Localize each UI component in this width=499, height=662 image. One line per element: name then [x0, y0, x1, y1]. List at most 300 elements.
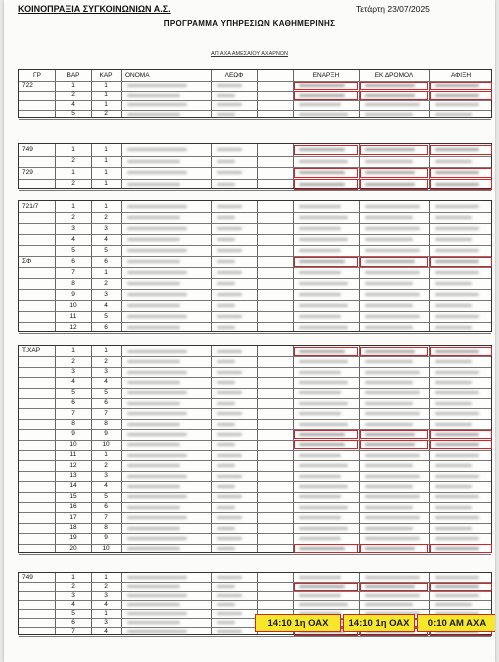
redacted-text [299, 103, 341, 106]
schedule-block [18, 200, 492, 332]
car-number: 1 [104, 91, 108, 99]
redacted-text [127, 103, 187, 106]
redacted-text [299, 94, 345, 97]
car-number: 6 [104, 503, 108, 511]
redacted-text [435, 238, 472, 241]
redacted-text [365, 381, 413, 384]
bar-number: 8 [71, 420, 75, 427]
car-number: 3 [104, 591, 108, 599]
bar-number: 7 [71, 409, 75, 417]
bar-number: 2 [71, 157, 75, 165]
redacted-text [365, 371, 420, 374]
bar-number: 15 [69, 492, 77, 500]
redacted-text [127, 612, 187, 615]
redacted-text [127, 282, 180, 285]
car-number: 5 [104, 312, 108, 320]
redacted-text [299, 160, 348, 163]
redacted-text [217, 249, 242, 252]
redacted-text [365, 148, 415, 151]
redacted-text [299, 537, 341, 540]
redacted-text [217, 160, 235, 163]
bar-number: 9 [71, 290, 75, 298]
redacted-text [299, 371, 341, 374]
column-header-gr: ΓΡ [33, 72, 41, 79]
redacted-text [217, 381, 235, 384]
bar-number: 2 [71, 582, 75, 590]
redacted-text [299, 433, 345, 436]
redacted-text [365, 585, 415, 588]
bar-number: 1 [71, 81, 75, 89]
bar-number: 6 [71, 257, 75, 265]
bar-number: 7 [71, 268, 75, 276]
redacted-text [217, 485, 235, 488]
redacted-text [127, 454, 187, 457]
redacted-text [127, 238, 180, 241]
car-number: 8 [104, 420, 108, 427]
car-number: 3 [104, 368, 108, 375]
redacted-text [127, 576, 187, 579]
redacted-text [299, 238, 348, 241]
redacted-text [299, 464, 348, 467]
redacted-text [365, 603, 413, 606]
redacted-text [217, 227, 242, 230]
redacted-text [217, 412, 242, 415]
redacted-text [127, 621, 180, 624]
redacted-text [217, 260, 235, 263]
car-number: 8 [104, 524, 108, 531]
redacted-text [365, 227, 420, 230]
redacted-text [365, 547, 415, 550]
bar-number: 10 [69, 440, 77, 448]
redacted-text [365, 84, 415, 87]
car-number: 1 [104, 100, 108, 108]
redacted-text [127, 464, 180, 467]
redacted-text [435, 464, 472, 467]
column-header-start: ΕΝΑΡΞΗ [312, 72, 340, 79]
redacted-text [127, 381, 180, 384]
bar-number: 5 [71, 609, 75, 617]
group-label: 749 [22, 573, 33, 581]
redacted-text [365, 475, 420, 478]
redacted-text [217, 350, 242, 353]
redacted-text [299, 205, 341, 208]
redacted-text [299, 249, 341, 252]
redacted-text [299, 454, 341, 457]
group-label: 729 [22, 168, 33, 176]
redacted-text [127, 160, 180, 163]
redacted-text [217, 475, 242, 478]
redacted-text [435, 84, 479, 87]
redacted-text [217, 495, 242, 498]
redacted-text [127, 350, 187, 353]
redacted-text [435, 271, 479, 274]
car-number: 5 [104, 388, 108, 396]
redacted-text [127, 148, 187, 151]
redacted-text [217, 621, 235, 624]
bar-number: 6 [71, 399, 75, 407]
redacted-text [217, 443, 235, 446]
redacted-text [299, 506, 348, 509]
schedule-block [18, 69, 492, 118]
bar-number: 14 [69, 482, 77, 490]
redacted-text [365, 260, 415, 263]
bar-number: 4 [71, 100, 75, 108]
redacted-text [217, 603, 235, 606]
redacted-text [127, 402, 180, 405]
redacted-text [435, 475, 479, 478]
redacted-text [127, 547, 180, 550]
group-label: 721/7 [22, 202, 39, 210]
redacted-text [435, 371, 479, 374]
redacted-text [435, 216, 472, 219]
redacted-text [127, 485, 180, 488]
redacted-text [435, 506, 472, 509]
bar-number: 3 [71, 368, 75, 375]
redacted-text [127, 84, 187, 87]
bar-number: 1 [71, 145, 75, 153]
car-number: 1 [104, 347, 108, 355]
car-number: 4 [104, 235, 108, 243]
redacted-text [127, 326, 180, 329]
redacted-text [299, 547, 345, 550]
redacted-text [299, 293, 341, 296]
redacted-text [217, 271, 242, 274]
group-label: 722 [22, 81, 33, 89]
redacted-text [217, 516, 242, 519]
bar-number: 2 [71, 357, 75, 365]
redacted-text [217, 304, 235, 307]
redacted-text [365, 423, 413, 426]
redacted-text [365, 103, 420, 106]
car-number: 4 [104, 600, 108, 608]
redacted-text [365, 282, 413, 285]
car-number: 5 [104, 246, 108, 254]
redacted-text [299, 402, 348, 405]
bar-number: 4 [71, 600, 75, 608]
redacted-text [299, 585, 345, 588]
car-number: 2 [104, 582, 108, 590]
redacted-text [299, 475, 341, 478]
redacted-text [299, 113, 348, 116]
redacted-text [127, 113, 180, 116]
redacted-text [127, 475, 187, 478]
bar-number: 8 [71, 279, 75, 287]
column-header-road: ΕΚ ΔΡΟΜΟΛ [374, 72, 414, 79]
redacted-text [299, 183, 345, 186]
bar-number: 1 [71, 202, 75, 210]
redacted-text [127, 443, 180, 446]
bar-number: 3 [71, 591, 75, 599]
car-number: 1 [104, 145, 108, 153]
redacted-text [435, 485, 472, 488]
redacted-text [365, 454, 420, 457]
document-subtitle: ΑΠ ΑΧΑ ΑΜΕΣΑΙΟΥ ΑΧΑΡΝΩΝ [211, 51, 288, 57]
redacted-text [127, 260, 180, 263]
redacted-text [217, 183, 235, 186]
car-number: 1 [104, 609, 108, 617]
redacted-text [299, 260, 345, 263]
redacted-text [435, 433, 479, 436]
document-page [4, 0, 495, 662]
bar-number: 2 [71, 91, 75, 99]
redacted-text [217, 326, 235, 329]
redacted-text [217, 594, 242, 597]
car-number: 3 [104, 472, 108, 479]
car-number: 1 [104, 202, 108, 210]
bar-number: 1 [71, 573, 75, 581]
redacted-text [435, 282, 472, 285]
redacted-text [435, 454, 479, 457]
redacted-text [365, 412, 420, 415]
car-number: 9 [104, 430, 108, 438]
redacted-text [127, 171, 187, 174]
highlight-arrival-time: 0:10 ΑΜ ΑΧΑ [417, 614, 495, 632]
date-line: Τετάρτη 23/07/2025 [356, 4, 430, 14]
redacted-text [435, 171, 479, 174]
redacted-text [365, 271, 420, 274]
bar-number: 16 [69, 503, 77, 511]
car-number: 3 [104, 618, 108, 626]
redacted-text [365, 249, 420, 252]
redacted-text [217, 216, 235, 219]
car-number: 6 [104, 257, 108, 265]
redacted-text [365, 350, 415, 353]
redacted-text [435, 205, 479, 208]
car-number: 4 [104, 482, 108, 490]
car-number: 3 [104, 290, 108, 298]
redacted-text [299, 282, 348, 285]
redacted-text [435, 326, 472, 329]
redacted-text [217, 423, 235, 426]
redacted-text [299, 485, 348, 488]
redacted-text [365, 171, 415, 174]
redacted-text [127, 412, 187, 415]
redacted-text [435, 495, 479, 498]
bar-number: 3 [71, 224, 75, 232]
car-number: 2 [104, 357, 108, 365]
car-number: 3 [104, 224, 108, 232]
redacted-text [217, 391, 242, 394]
redacted-text [299, 326, 348, 329]
redacted-text [435, 103, 479, 106]
car-number: 7 [104, 409, 108, 417]
redacted-text [299, 350, 345, 353]
redacted-text [435, 381, 472, 384]
bar-number: 12 [69, 461, 77, 469]
redacted-text [435, 315, 479, 318]
redacted-text [127, 249, 187, 252]
bar-number: 5 [71, 110, 75, 118]
redacted-text [299, 391, 341, 394]
redacted-text [435, 350, 479, 353]
car-number: 1 [104, 451, 108, 459]
redacted-text [365, 506, 413, 509]
car-number: 9 [104, 534, 108, 542]
redacted-text [365, 516, 420, 519]
redacted-text [299, 443, 345, 446]
car-number: 1 [104, 268, 108, 276]
redacted-text [127, 585, 180, 588]
redacted-text [365, 315, 420, 318]
column-header-leoph: ΛΕΩΦ [224, 72, 244, 79]
redacted-text [127, 94, 180, 97]
bar-number: 6 [71, 618, 75, 626]
bar-number: 9 [71, 430, 75, 438]
bar-number: 7 [71, 627, 75, 635]
car-number: 2 [104, 110, 108, 118]
redacted-text [365, 113, 413, 116]
redacted-text [217, 171, 242, 174]
car-number: 5 [104, 492, 108, 500]
schedule-block [18, 345, 492, 553]
redacted-text [435, 249, 479, 252]
redacted-text [217, 94, 235, 97]
redacted-text [299, 594, 341, 597]
redacted-text [217, 293, 242, 296]
highlight-start-time: 14:10 1η ΟΑΧ [255, 614, 341, 632]
redacted-text [217, 315, 242, 318]
highlight-road-time: 14:10 1η ΟΑΧ [343, 614, 415, 632]
car-number: 6 [104, 323, 108, 331]
redacted-text [435, 360, 472, 363]
redacted-text [217, 360, 235, 363]
redacted-text [435, 391, 479, 394]
group-label: Τ.ΧΑΡ [22, 347, 41, 355]
redacted-text [365, 304, 413, 307]
redacted-text [217, 402, 235, 405]
redacted-text [217, 205, 242, 208]
bar-number: 10 [69, 301, 77, 309]
car-number: 2 [104, 213, 108, 221]
redacted-text [127, 423, 180, 426]
redacted-text [127, 516, 187, 519]
redacted-text [217, 576, 242, 579]
car-number: 1 [104, 573, 108, 581]
redacted-text [299, 576, 341, 579]
redacted-text [435, 148, 479, 151]
redacted-text [435, 585, 479, 588]
bar-number: 18 [69, 524, 77, 531]
redacted-text [217, 537, 242, 540]
car-number: 4 [104, 627, 108, 635]
redacted-text [217, 612, 242, 615]
redacted-text [217, 527, 235, 530]
redacted-text [299, 315, 341, 318]
redacted-text [299, 381, 348, 384]
redacted-text [299, 148, 345, 151]
redacted-text [365, 495, 420, 498]
redacted-text [217, 433, 242, 436]
car-number: 1 [104, 168, 108, 176]
redacted-text [299, 227, 341, 230]
redacted-text [365, 464, 413, 467]
car-number: 6 [104, 399, 108, 407]
column-header-kar: ΚΑΡ [99, 72, 113, 79]
bar-number: 11 [69, 451, 77, 459]
redacted-text [217, 585, 235, 588]
redacted-text [217, 103, 242, 106]
redacted-text [435, 293, 479, 296]
redacted-text [365, 160, 413, 163]
redacted-text [217, 84, 242, 87]
redacted-text [299, 423, 348, 426]
redacted-text [365, 443, 415, 446]
redacted-text [365, 94, 415, 97]
redacted-text [365, 433, 415, 436]
bar-number: 2 [71, 213, 75, 221]
redacted-text [435, 113, 472, 116]
redacted-text [217, 113, 235, 116]
car-number: 4 [104, 378, 108, 386]
car-number: 1 [104, 81, 108, 89]
redacted-text [365, 183, 415, 186]
redacted-text [299, 84, 345, 87]
redacted-text [365, 205, 420, 208]
redacted-text [217, 238, 235, 241]
redacted-text [299, 603, 348, 606]
car-number: 10 [102, 544, 110, 552]
redacted-text [435, 160, 472, 163]
redacted-text [435, 594, 479, 597]
redacted-text [365, 537, 420, 540]
redacted-text [299, 360, 348, 363]
redacted-text [299, 495, 341, 498]
schedule-block [18, 143, 492, 189]
bar-number: 5 [71, 246, 75, 254]
redacted-text [435, 423, 472, 426]
bar-number: 20 [69, 544, 77, 552]
column-header-name: ΟΝΟΜΑ [125, 72, 150, 79]
redacted-text [435, 304, 472, 307]
redacted-text [365, 360, 413, 363]
bar-number: 13 [69, 472, 77, 479]
bar-number: 5 [71, 388, 75, 396]
bar-number: 4 [71, 235, 75, 243]
redacted-text [127, 391, 187, 394]
redacted-text [127, 506, 180, 509]
bar-number: 1 [71, 168, 75, 176]
column-header-arrival: ΑΦΙΞΗ [450, 72, 472, 79]
bar-number: 11 [69, 312, 77, 320]
redacted-text [217, 371, 242, 374]
car-number: 1 [104, 157, 108, 165]
redacted-text [127, 315, 187, 318]
redacted-text [127, 205, 187, 208]
redacted-text [299, 216, 348, 219]
redacted-text [217, 282, 235, 285]
redacted-text [435, 412, 479, 415]
redacted-text [217, 464, 235, 467]
redacted-text [127, 603, 180, 606]
bar-number: 19 [69, 534, 77, 542]
redacted-text [435, 443, 479, 446]
car-number: 2 [104, 461, 108, 469]
car-number: 7 [104, 513, 108, 521]
group-label: 749 [22, 145, 33, 153]
car-number: 2 [104, 279, 108, 287]
bar-number: 12 [69, 323, 77, 331]
redacted-text [217, 630, 242, 633]
redacted-text [365, 216, 413, 219]
document-title: ΠΡΟΓΡΑΜΜΑ ΥΠΗΡΕΣΙΩΝ ΚΑΘΗΜΕΡΙΝΗΣ [163, 19, 336, 28]
redacted-text [299, 304, 348, 307]
redacted-text [435, 603, 472, 606]
redacted-text [435, 537, 479, 540]
bar-number: 4 [71, 378, 75, 386]
redacted-text [365, 238, 413, 241]
column-header-bar: ΒΑΡ [66, 72, 80, 79]
redacted-text [435, 94, 479, 97]
